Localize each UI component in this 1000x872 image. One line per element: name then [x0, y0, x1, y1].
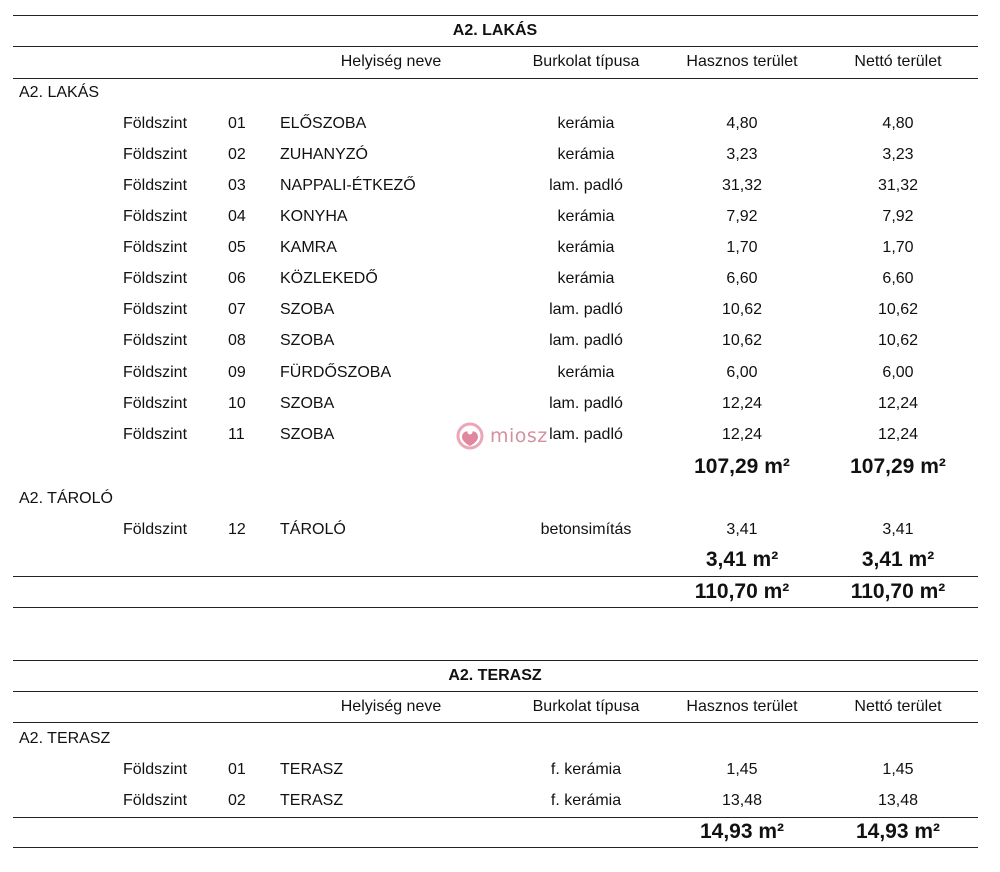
table-rule [13, 847, 978, 848]
table-rule [13, 691, 978, 692]
floor-type-cell: kerámia [557, 146, 615, 163]
room-name-cell: ZUHANYZÓ [280, 146, 368, 163]
level-cell: Földszint [123, 364, 188, 381]
floor-type-cell: betonsimítás [540, 521, 632, 538]
room-name-cell: ELŐSZOBA [280, 115, 367, 132]
room-name-cell: TERASZ [280, 792, 344, 809]
number-cell: 05 [228, 239, 246, 256]
subtotal-useful-area: 107,29 m² [694, 455, 790, 478]
floor-type-cell: kerámia [557, 270, 615, 287]
net-area-cell: 10,62 [877, 301, 919, 318]
section-title: A2. TERASZ [448, 667, 542, 684]
room-name-cell: SZOBA [280, 395, 335, 412]
net-area-cell: 10,62 [877, 332, 919, 349]
level-cell: Földszint [123, 115, 188, 132]
room-name-cell: SZOBA [280, 301, 335, 318]
number-cell: 02 [228, 146, 246, 163]
table-rule [13, 46, 978, 47]
level-cell: Földszint [123, 761, 188, 778]
floor-type-cell: f. kerámia [550, 761, 622, 778]
total-net-area: 14,93 m² [855, 820, 941, 843]
room-name-cell: TÁROLÓ [280, 521, 346, 538]
number-cell: 06 [228, 270, 246, 287]
level-cell: Földszint [123, 332, 188, 349]
net-area-cell: 1,45 [882, 761, 914, 778]
header-net-area: Nettó terület [854, 53, 942, 70]
room-name-cell: TERASZ [280, 761, 344, 778]
floor-type-cell: kerámia [557, 364, 615, 381]
total-useful-area: 110,70 m² [694, 580, 790, 603]
room-name-cell: SZOBA [280, 426, 335, 443]
room-name-cell: FÜRDŐSZOBA [280, 364, 392, 381]
net-area-cell: 6,60 [882, 270, 914, 287]
watermark [452, 421, 548, 451]
level-cell: Földszint [123, 146, 188, 163]
net-area-cell: 12,24 [877, 426, 919, 443]
net-area-cell: 6,00 [882, 364, 914, 381]
level-cell: Földszint [123, 521, 188, 538]
number-cell: 10 [228, 395, 246, 412]
number-cell: 03 [228, 177, 246, 194]
table-rule [13, 722, 978, 723]
useful-area-cell: 6,60 [726, 270, 758, 287]
net-area-cell: 1,70 [882, 239, 914, 256]
useful-area-cell: 10,62 [721, 301, 763, 318]
net-area-cell: 3,41 [882, 521, 914, 538]
useful-area-cell: 7,92 [726, 208, 758, 225]
net-area-cell: 4,80 [882, 115, 914, 132]
floor-type-cell: lam. padló [549, 426, 623, 443]
floor-type-cell: f. kerámia [550, 792, 622, 809]
room-name-cell: SZOBA [280, 332, 335, 349]
net-area-cell: 31,32 [877, 177, 919, 194]
level-cell: Földszint [123, 239, 188, 256]
floor-type-cell: lam. padló [549, 395, 623, 412]
useful-area-cell: 12,24 [721, 426, 763, 443]
header-useful-area: Hasznos terület [686, 53, 798, 70]
number-cell: 01 [228, 115, 246, 132]
number-cell: 08 [228, 332, 246, 349]
subtotal-useful-area: 3,41 m² [705, 548, 779, 571]
number-cell: 02 [228, 792, 246, 809]
useful-area-cell: 3,23 [726, 146, 758, 163]
net-area-cell: 3,23 [882, 146, 914, 163]
table-rule [13, 576, 978, 577]
header-net-area: Nettó terület [854, 698, 942, 715]
useful-area-cell: 31,32 [721, 177, 763, 194]
number-cell: 04 [228, 208, 246, 225]
table-rule [13, 817, 978, 818]
level-cell: Földszint [123, 426, 188, 443]
header-floor-type: Burkolat típusa [532, 53, 640, 70]
floor-type-cell: kerámia [557, 115, 615, 132]
room-name-cell: KÖZLEKEDŐ [280, 270, 378, 287]
net-area-cell: 7,92 [882, 208, 914, 225]
header-room-name: Helyiség neve [340, 698, 442, 715]
table-rule [13, 15, 978, 16]
number-cell: 12 [228, 521, 246, 538]
floor-type-cell: lam. padló [549, 332, 623, 349]
table-rule [13, 660, 978, 661]
watermark-text: miosz [490, 425, 548, 447]
useful-area-cell: 4,80 [726, 115, 758, 132]
number-cell: 09 [228, 364, 246, 381]
number-cell: 11 [228, 426, 245, 443]
header-floor-type: Burkolat típusa [532, 698, 640, 715]
number-cell: 01 [228, 761, 246, 778]
level-cell: Földszint [123, 177, 188, 194]
miosz-logo-icon [452, 421, 488, 451]
room-name-cell: KAMRA [280, 239, 337, 256]
net-area-cell: 12,24 [877, 395, 919, 412]
net-area-cell: 13,48 [877, 792, 919, 809]
useful-area-cell: 12,24 [721, 395, 763, 412]
room-name-cell: NAPPALI-ÉTKEZŐ [280, 177, 416, 194]
level-cell: Földszint [123, 395, 188, 412]
header-room-name: Helyiség neve [340, 53, 442, 70]
level-cell: Földszint [123, 270, 188, 287]
level-cell: Földszint [123, 792, 188, 809]
number-cell: 07 [228, 301, 246, 318]
subtotal-net-area: 107,29 m² [850, 455, 946, 478]
section-title: A2. LAKÁS [452, 22, 538, 39]
table-rule [13, 78, 978, 79]
group-label: A2. TÁROLÓ [19, 490, 113, 507]
group-label: A2. LAKÁS [19, 84, 100, 101]
floor-type-cell: kerámia [557, 239, 615, 256]
useful-area-cell: 1,70 [726, 239, 758, 256]
floor-type-cell: lam. padló [549, 177, 623, 194]
total-net-area: 110,70 m² [850, 580, 946, 603]
group-label: A2. TERASZ [19, 730, 111, 747]
room-name-cell: KONYHA [280, 208, 348, 225]
useful-area-cell: 6,00 [726, 364, 758, 381]
subtotal-net-area: 3,41 m² [861, 548, 935, 571]
table-rule [13, 607, 978, 608]
useful-area-cell: 10,62 [721, 332, 763, 349]
total-useful-area: 14,93 m² [699, 820, 785, 843]
useful-area-cell: 13,48 [721, 792, 763, 809]
useful-area-cell: 3,41 [726, 521, 758, 538]
floor-type-cell: lam. padló [549, 301, 623, 318]
level-cell: Földszint [123, 301, 188, 318]
header-useful-area: Hasznos terület [686, 698, 798, 715]
floor-type-cell: kerámia [557, 208, 615, 225]
useful-area-cell: 1,45 [726, 761, 758, 778]
level-cell: Földszint [123, 208, 188, 225]
